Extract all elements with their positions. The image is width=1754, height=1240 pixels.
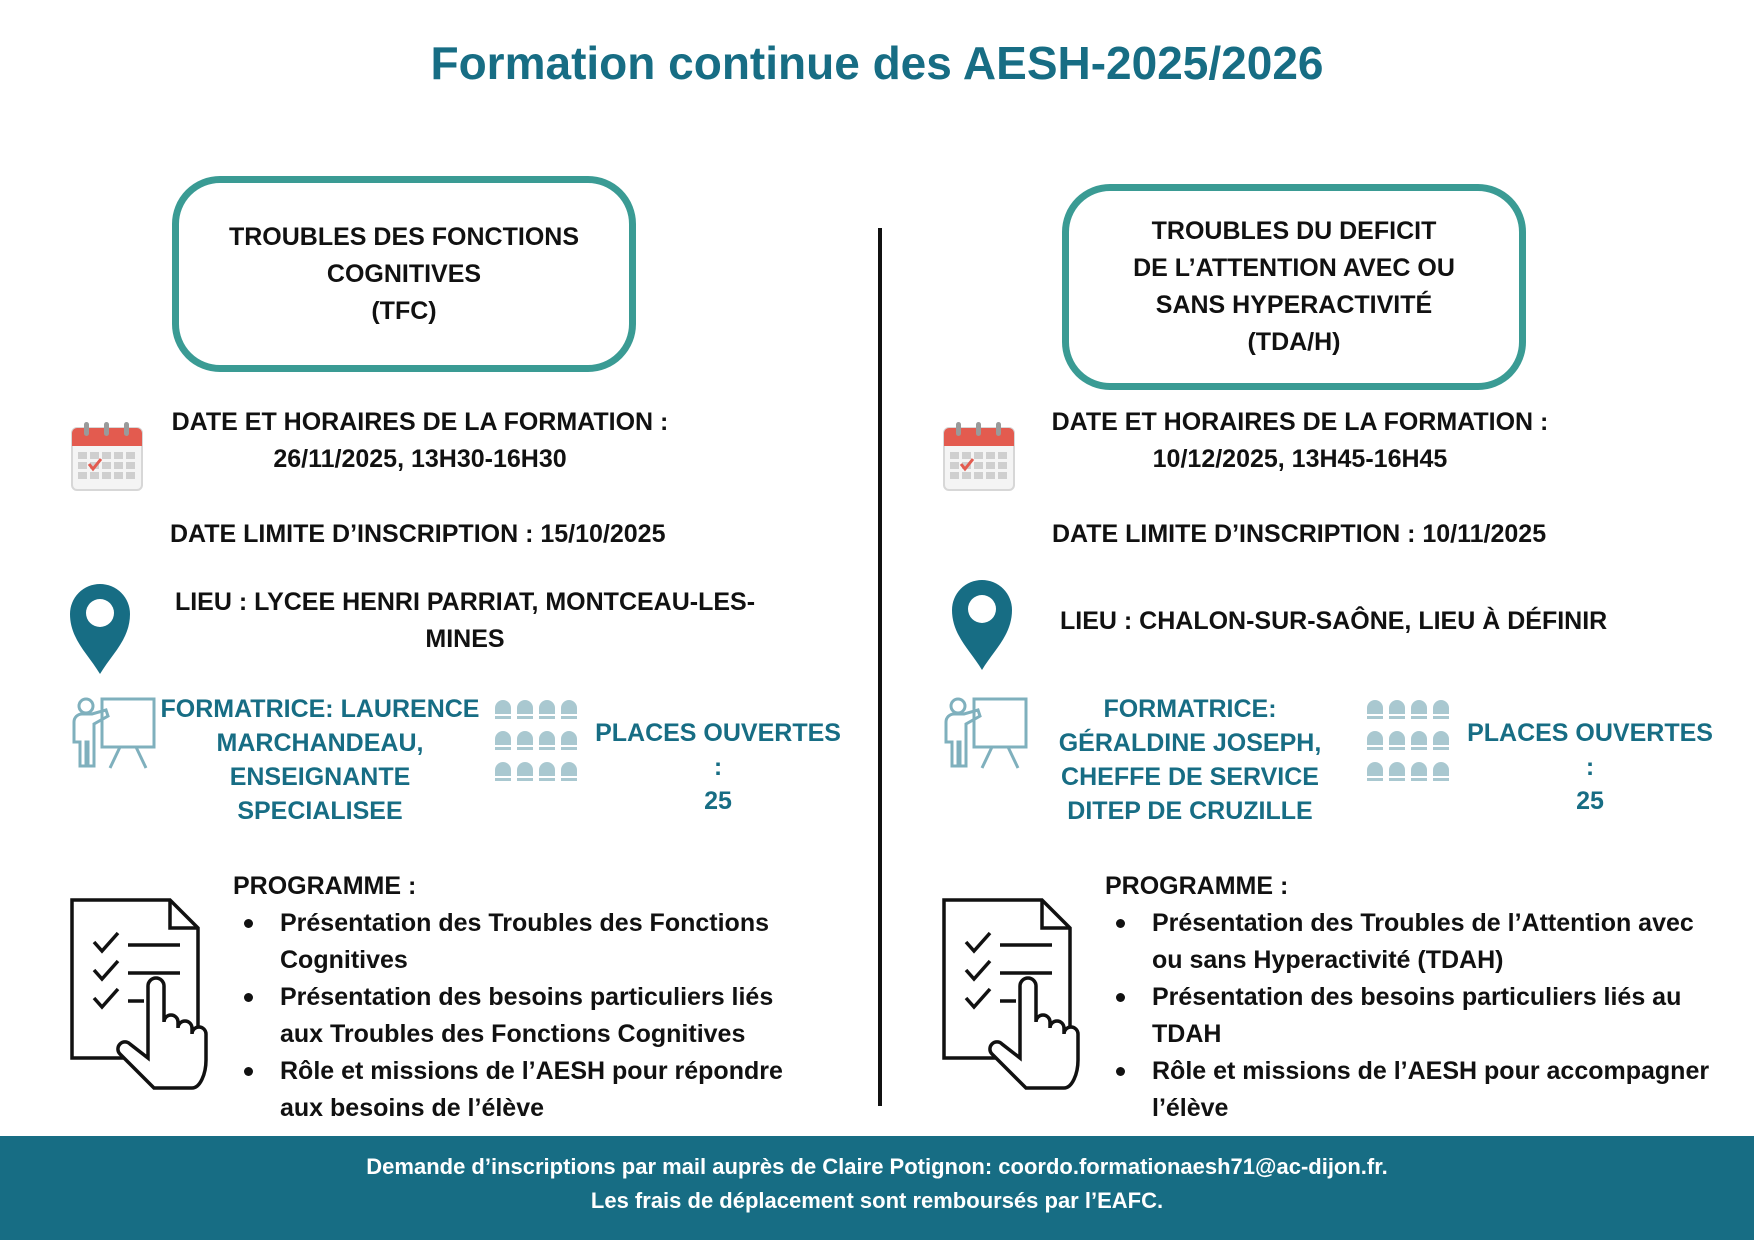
- trainer-icon: [70, 694, 160, 780]
- right-trainer-line: FORMATRICE:: [1103, 695, 1277, 723]
- left-trainer-line: FORMATRICE: LAURENCE: [160, 695, 480, 723]
- right-heading-line: SANS HYPERACTIVITÉ: [1155, 291, 1433, 319]
- right-trainer-line: CHEFFE DE SERVICE: [1061, 763, 1319, 791]
- list-item: Présentation des besoins particuliers liés aux Troubles des Fonctions Cognitives: [236, 979, 806, 1053]
- checklist-icon: [942, 898, 1082, 1090]
- footer-contact: Demande d’inscriptions par mail auprès de Claire Potignon: coordo.formationaesh71@ac-dijon.fr.: [366, 1154, 1388, 1179]
- right-heading-line: TROUBLES DU DEFICIT: [1151, 217, 1437, 245]
- list-item: Rôle et missions de l’AESH pour répondre aux besoins de l’élève: [236, 1053, 806, 1127]
- right-trainer: [1040, 692, 1340, 828]
- right-places: [1460, 716, 1720, 818]
- right-places-label: PLACES OUVERTES :: [1467, 719, 1713, 781]
- right-programme-title: PROGRAMME :: [1105, 872, 1289, 900]
- left-lieu: [160, 584, 770, 658]
- left-deadline: DATE LIMITE D’INSCRIPTION : 15/10/2025: [170, 520, 666, 548]
- left-places-value: 25: [704, 787, 732, 815]
- left-trainer-line: MARCHANDEAU,: [216, 729, 424, 757]
- right-date-value: 10/12/2025, 13H45-16H45: [1152, 445, 1448, 473]
- right-topic-box: [1062, 184, 1526, 390]
- checklist-icon: [70, 898, 210, 1090]
- location-pin-icon: [952, 580, 1014, 672]
- list-item: Présentation des besoins particuliers liés au TDAH: [1108, 979, 1718, 1053]
- calendar-icon: [70, 422, 144, 494]
- right-deadline: DATE LIMITE D’INSCRIPTION : 10/11/2025: [1052, 520, 1547, 548]
- left-lieu-line: LIEU : LYCEE HENRI PARRIAT, MONTCEAU-LES-: [174, 588, 756, 616]
- list-item: Rôle et missions de l’AESH pour accompagner l’élève: [1108, 1053, 1718, 1127]
- right-heading-line: DE L’ATTENTION AVEC OU: [1133, 254, 1455, 282]
- trainer-icon: [942, 694, 1032, 780]
- left-trainer-line: ENSEIGNANTE: [229, 763, 411, 791]
- footer-travel-note: Les frais de déplacement sont remboursés par l’EAFC.: [590, 1188, 1164, 1213]
- left-programme-title: PROGRAMME :: [233, 872, 417, 900]
- left-lieu-line: MINES: [425, 625, 505, 653]
- seats-icon: [1367, 694, 1451, 784]
- footer-banner: [0, 1136, 1754, 1240]
- left-places-label: PLACES OUVERTES :: [595, 719, 841, 781]
- left-date-label: DATE ET HORAIRES DE LA FORMATION :: [171, 408, 669, 436]
- calendar-icon: [942, 422, 1016, 494]
- left-places: [588, 716, 848, 818]
- left-trainer-line: SPECIALISEE: [237, 797, 403, 825]
- left-topic-box: [172, 176, 636, 372]
- column-divider: [878, 228, 882, 1106]
- right-date-label: DATE ET HORAIRES DE LA FORMATION :: [1051, 408, 1549, 436]
- left-heading-line: (TFC): [371, 296, 437, 325]
- list-item: Présentation des Troubles de l’Attention avec ou sans Hyperactivité (TDAH): [1108, 905, 1718, 979]
- left-programme-list: [236, 905, 806, 1127]
- right-places-value: 25: [1576, 787, 1604, 815]
- right-trainer-line: DITEP DE CRUZILLE: [1067, 797, 1313, 825]
- list-item: Présentation des Troubles des Fonctions Cognitives: [236, 905, 806, 979]
- right-heading-line: (TDA/H): [1247, 328, 1341, 356]
- right-programme-list: [1108, 905, 1718, 1127]
- left-date-value: 26/11/2025, 13H30-16H30: [273, 445, 567, 473]
- left-trainer: [160, 692, 480, 828]
- right-trainer-line: GÉRALDINE JOSEPH,: [1058, 729, 1322, 757]
- left-heading-line: COGNITIVES: [326, 259, 482, 288]
- page-title: Formation continue des AESH-2025/2026: [430, 37, 1324, 89]
- right-lieu: LIEU : CHALON-SUR-SAÔNE, LIEU À DÉFINIR: [1060, 607, 1608, 635]
- left-heading-line: TROUBLES DES FONCTIONS: [228, 222, 579, 251]
- seats-icon: [495, 694, 579, 784]
- location-pin-icon: [70, 584, 132, 676]
